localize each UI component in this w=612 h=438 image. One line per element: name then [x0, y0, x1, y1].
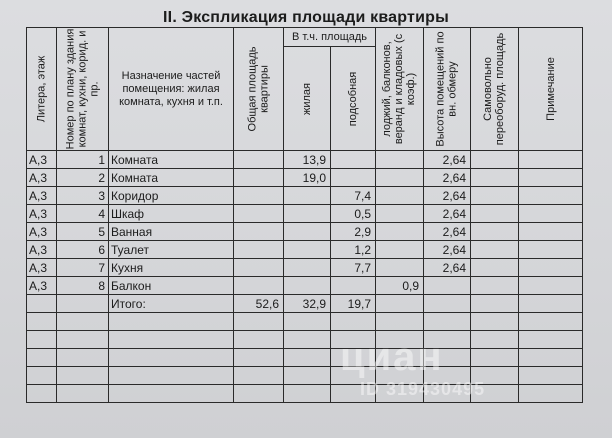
- cell-empty: [376, 295, 424, 313]
- header-living: жилая: [284, 47, 331, 151]
- cell-living: 19,0: [284, 169, 331, 187]
- cell-empty: [57, 349, 109, 367]
- cell-loggia: 0,9: [376, 277, 424, 295]
- watermark: [340, 335, 550, 405]
- cell-loggia: [376, 187, 424, 205]
- cell-aux: 0,5: [331, 205, 376, 223]
- cell-total: [234, 187, 284, 205]
- cell-height: 2,64: [424, 205, 471, 223]
- table-row: [27, 223, 583, 241]
- cell-living: [284, 187, 331, 205]
- cell-name: Туалет: [109, 241, 234, 259]
- cell-name: Коридор: [109, 187, 234, 205]
- totals-aux: 19,7: [331, 295, 376, 313]
- cell-height: 2,64: [424, 151, 471, 169]
- cell-litera: А,3: [27, 169, 57, 187]
- table-row: [27, 205, 583, 223]
- cell-empty: [57, 385, 109, 403]
- cell-name: Кухня: [109, 259, 234, 277]
- cell-aux: [331, 169, 376, 187]
- cell-living: [284, 277, 331, 295]
- cell-aux: 1,2: [331, 241, 376, 259]
- cell-total: [234, 169, 284, 187]
- cell-aux: 2,9: [331, 223, 376, 241]
- header-including: В т.ч. площадь: [284, 28, 376, 47]
- cell-empty: [27, 367, 57, 385]
- cell-total: [234, 277, 284, 295]
- cell-empty: [519, 259, 583, 277]
- cell-empty: [376, 313, 424, 331]
- cell-litera: А,3: [27, 277, 57, 295]
- cell-aux: [331, 277, 376, 295]
- cell-litera: А,3: [27, 223, 57, 241]
- table-row: [27, 187, 583, 205]
- cell-total: [234, 259, 284, 277]
- cell-empty: [471, 151, 519, 169]
- cell-empty: [519, 241, 583, 259]
- cell-loggia: [376, 259, 424, 277]
- cell-total: [234, 223, 284, 241]
- cell-living: [284, 205, 331, 223]
- table-row: [27, 169, 583, 187]
- cell-empty: [284, 385, 331, 403]
- cell-living: [284, 259, 331, 277]
- totals-total: 52,6: [234, 295, 284, 313]
- cell-empty: [234, 313, 284, 331]
- cell-empty: [109, 385, 234, 403]
- cell-empty: [27, 385, 57, 403]
- cell-loggia: [376, 241, 424, 259]
- cell-empty: [109, 331, 234, 349]
- header-room-number: Номер по плану здания комнат, кухни, корид. и пр.: [57, 28, 109, 151]
- cell-empty: [27, 295, 57, 313]
- cell-empty: [27, 349, 57, 367]
- cell-empty: [471, 169, 519, 187]
- cell-empty: [519, 277, 583, 295]
- cell-empty: [471, 295, 519, 313]
- cell-litera: А,3: [27, 241, 57, 259]
- cell-empty: [284, 313, 331, 331]
- cell-empty: [519, 295, 583, 313]
- cell-aux: 7,4: [331, 187, 376, 205]
- cell-num: 3: [57, 187, 109, 205]
- cell-empty: [27, 313, 57, 331]
- cell-empty: [519, 313, 583, 331]
- cell-living: [284, 241, 331, 259]
- cell-empty: [284, 331, 331, 349]
- header-litera: Литера, этаж: [27, 28, 57, 151]
- cell-height: 2,64: [424, 187, 471, 205]
- cell-num: 8: [57, 277, 109, 295]
- cell-loggia: [376, 151, 424, 169]
- watermark-logo: циан: [340, 335, 444, 379]
- cell-num: 1: [57, 151, 109, 169]
- cell-empty: [471, 205, 519, 223]
- empty-row: [27, 313, 583, 331]
- cell-empty: [109, 349, 234, 367]
- cell-empty: [519, 169, 583, 187]
- cell-height: 2,64: [424, 169, 471, 187]
- cell-litera: А,3: [27, 151, 57, 169]
- header-auxiliary: подсобная: [331, 47, 376, 151]
- cell-total: [234, 205, 284, 223]
- cell-living: 13,9: [284, 151, 331, 169]
- table-row: [27, 277, 583, 295]
- cell-aux: [331, 151, 376, 169]
- cell-empty: [424, 295, 471, 313]
- cell-name: Комната: [109, 151, 234, 169]
- cell-empty: [27, 331, 57, 349]
- cell-empty: [519, 151, 583, 169]
- cell-total: [234, 151, 284, 169]
- cell-empty: [57, 331, 109, 349]
- cell-total: [234, 241, 284, 259]
- document-title: II. Экспликация площади квартиры: [163, 9, 449, 26]
- cell-height: 2,64: [424, 241, 471, 259]
- cell-num: 5: [57, 223, 109, 241]
- cell-empty: [471, 223, 519, 241]
- totals-living: 32,9: [284, 295, 331, 313]
- cell-loggia: [376, 223, 424, 241]
- cell-empty: [109, 367, 234, 385]
- cell-loggia: [376, 169, 424, 187]
- header-height: Высота помещений по вн. обмеру: [424, 28, 471, 151]
- cell-empty: [471, 313, 519, 331]
- cell-litera: А,3: [27, 187, 57, 205]
- header-note: Примечание: [519, 28, 583, 151]
- cell-empty: [234, 349, 284, 367]
- cell-empty: [57, 295, 109, 313]
- cell-empty: [471, 241, 519, 259]
- table-row: [27, 241, 583, 259]
- cell-empty: [519, 205, 583, 223]
- totals-label: Итого:: [109, 295, 234, 313]
- cell-empty: [424, 313, 471, 331]
- cell-litera: А,3: [27, 259, 57, 277]
- cell-empty: [284, 367, 331, 385]
- cell-height: [424, 277, 471, 295]
- cell-empty: [234, 367, 284, 385]
- cell-empty: [471, 259, 519, 277]
- cell-empty: [284, 349, 331, 367]
- cell-empty: [331, 313, 376, 331]
- totals-row: [27, 295, 583, 313]
- cell-empty: [57, 367, 109, 385]
- header-total-area: Общая площадь квартиры: [234, 28, 284, 151]
- cell-empty: [471, 187, 519, 205]
- cell-litera: А,3: [27, 205, 57, 223]
- cell-living: [284, 223, 331, 241]
- cell-aux: 7,7: [331, 259, 376, 277]
- cell-num: 4: [57, 205, 109, 223]
- cell-empty: [234, 385, 284, 403]
- header-unauthorized: Самовольно переоборуд. площадь: [471, 28, 519, 151]
- cell-loggia: [376, 205, 424, 223]
- cell-name: Балкон: [109, 277, 234, 295]
- header-loggia: лоджий, балконов, веранд и кладовых (с коэф.): [376, 28, 424, 151]
- cell-empty: [471, 277, 519, 295]
- table-row: [27, 259, 583, 277]
- cell-empty: [234, 331, 284, 349]
- cell-name: Ванная: [109, 223, 234, 241]
- table-row: [27, 151, 583, 169]
- cell-num: 6: [57, 241, 109, 259]
- cell-empty: [57, 313, 109, 331]
- cell-num: 7: [57, 259, 109, 277]
- cell-empty: [519, 187, 583, 205]
- cell-empty: [109, 313, 234, 331]
- cell-empty: [519, 223, 583, 241]
- cell-height: 2,64: [424, 259, 471, 277]
- header-purpose: Назначение частей помещения: жилая комната, кухня и т.п.: [109, 28, 234, 151]
- cell-height: 2,64: [424, 223, 471, 241]
- cell-num: 2: [57, 169, 109, 187]
- cell-name: Комната: [109, 169, 234, 187]
- cell-name: Шкаф: [109, 205, 234, 223]
- header-row: [27, 28, 583, 47]
- watermark-id: ID 319430495: [360, 379, 486, 399]
